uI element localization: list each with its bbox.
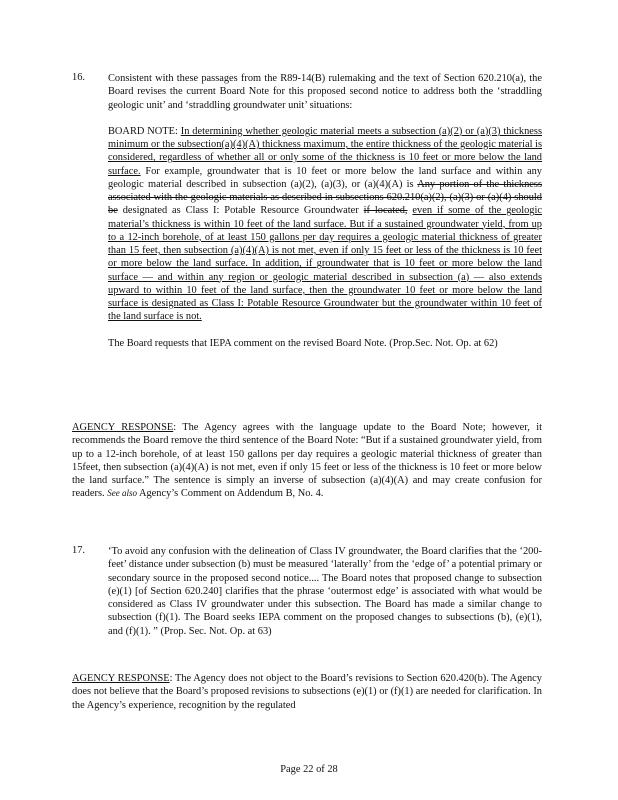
agency-response-17 <box>72 672 542 712</box>
response-text: : The Agency does not object to the Board’s revisions to Section 620.420(b). The Agency does not believe that the Board’s proposed revisions to subsections (e)(1) or (f)(1) are needed for clarification. In the Agency’s experience, recognition by the regulated <box>72 673 542 711</box>
deleted-text: if located, <box>363 205 408 217</box>
item-16 <box>72 72 542 363</box>
item-17 <box>72 545 542 651</box>
agency-response-label: AGENCY RESPONSE <box>72 422 174 433</box>
board-note-label: BOARD NOTE: <box>108 125 178 137</box>
board-note <box>108 125 542 324</box>
board-request: The Board requests that IEPA comment on the revised Board Note. (Prop.Sec. Not. Op. at 62) <box>108 337 498 349</box>
agency-response-16 <box>72 421 542 501</box>
note-text: For example, groundwater that is 10 feet or more below the land surface and within any geologic material described in subsection (a)(2), (a)(3), or (a)(4)(A) is <box>108 165 542 190</box>
item-number: 17. <box>72 545 85 556</box>
item-number: 16. <box>72 72 85 83</box>
response-text: Agency’s Comment on Addendum B, No. 4. <box>138 488 324 500</box>
item-17-text: ‘To avoid any confusion with the delineation of Class IV groundwater, the Board clarifies that the ‘200-feet’ distance under subsection (b) must be measured ‘laterally’ from the ‘edge of’ a potential primary or secondary source in the proposed second notice.... The Board notes that proposed change to subsection (e)(1) [of Section 620.240] clarifies that the phrase ‘outermost edge’ is associated with what would be considered as Class IV groundwater under this subsection. The Board has made a similar change to subsection (f)(1). The Board seeks IEPA comment on the proposed changes to subsections (b), (e)(1), and (f)(1). ” (Prop. Sec. Not. Op. at 63) <box>108 546 542 637</box>
page-number: Page 22 of 28 <box>280 764 338 775</box>
response-text: : The Agency agrees with the language update to the Board Note; however, it recommends the Board remove the third sentence of the Board Note: “But if a sustained groundwater yield, from up to a 12-inch borehole, of at least 150 gallons per day requires a geologic material thickness of greater than 15feet, then subsection (a)(4)(A) is not met, even if only 15 feet or less of the thickness is 10 feet or more below the land surface.” The sentence is simply an inverse of subsection (a)(4)(A) and may create confusion for readers. <box>72 422 542 500</box>
see-also: See also <box>107 488 137 499</box>
inserted-text: In determining whether geologic material meets a subsection (a)(2) or (a)(3) thickness minimum or the subsection(a)(4)(A) thickness maximum, the entire thickness of the geologic material is considered, regardless of whether all or only some of the thickness is 10 feet or more below the land surface. <box>108 125 542 177</box>
agency-response-label: AGENCY RESPONSE <box>72 673 170 684</box>
item-16-intro: Consistent with these passages from the R89-14(B) rulemaking and the text of Section 620.210(a), the Board revises the current Board Note for this proposed second notice to address both the ‘straddling geologic unit’ and ‘straddling groundwater unit’ situations: <box>108 73 542 111</box>
note-text: designated as Class I: Potable Resource Groundwater <box>122 205 359 217</box>
inserted-text: even if some of the geologic material’s thickness is within 10 feet of the land surface. But if a sustained groundwater yield, from up to a 12-inch borehole, of at least 150 gallons per day requires a geologic material thickness of greater than 15 feet, then subsection (a)(4)(A) is not met, even if only 15 feet or less of the thickness is 10 feet or more below the land surface. In addition, if groundwater that is 10 feet or more below the land surface — and within any region or geologic material described in subsection (a) — also extends upward to within 10 feet of the land surface, then the groundwater 10 feet or more below the land surface is designated as Class I: Potable Resource Groundwater but the groundwater within 10 feet of the land surface is not. <box>108 205 542 323</box>
deleted-text: Any portion of the thickness associated with the geologic materials as described in subsections 620.210(a)(2), (a)(3) or (a)(4) should be <box>108 178 542 217</box>
